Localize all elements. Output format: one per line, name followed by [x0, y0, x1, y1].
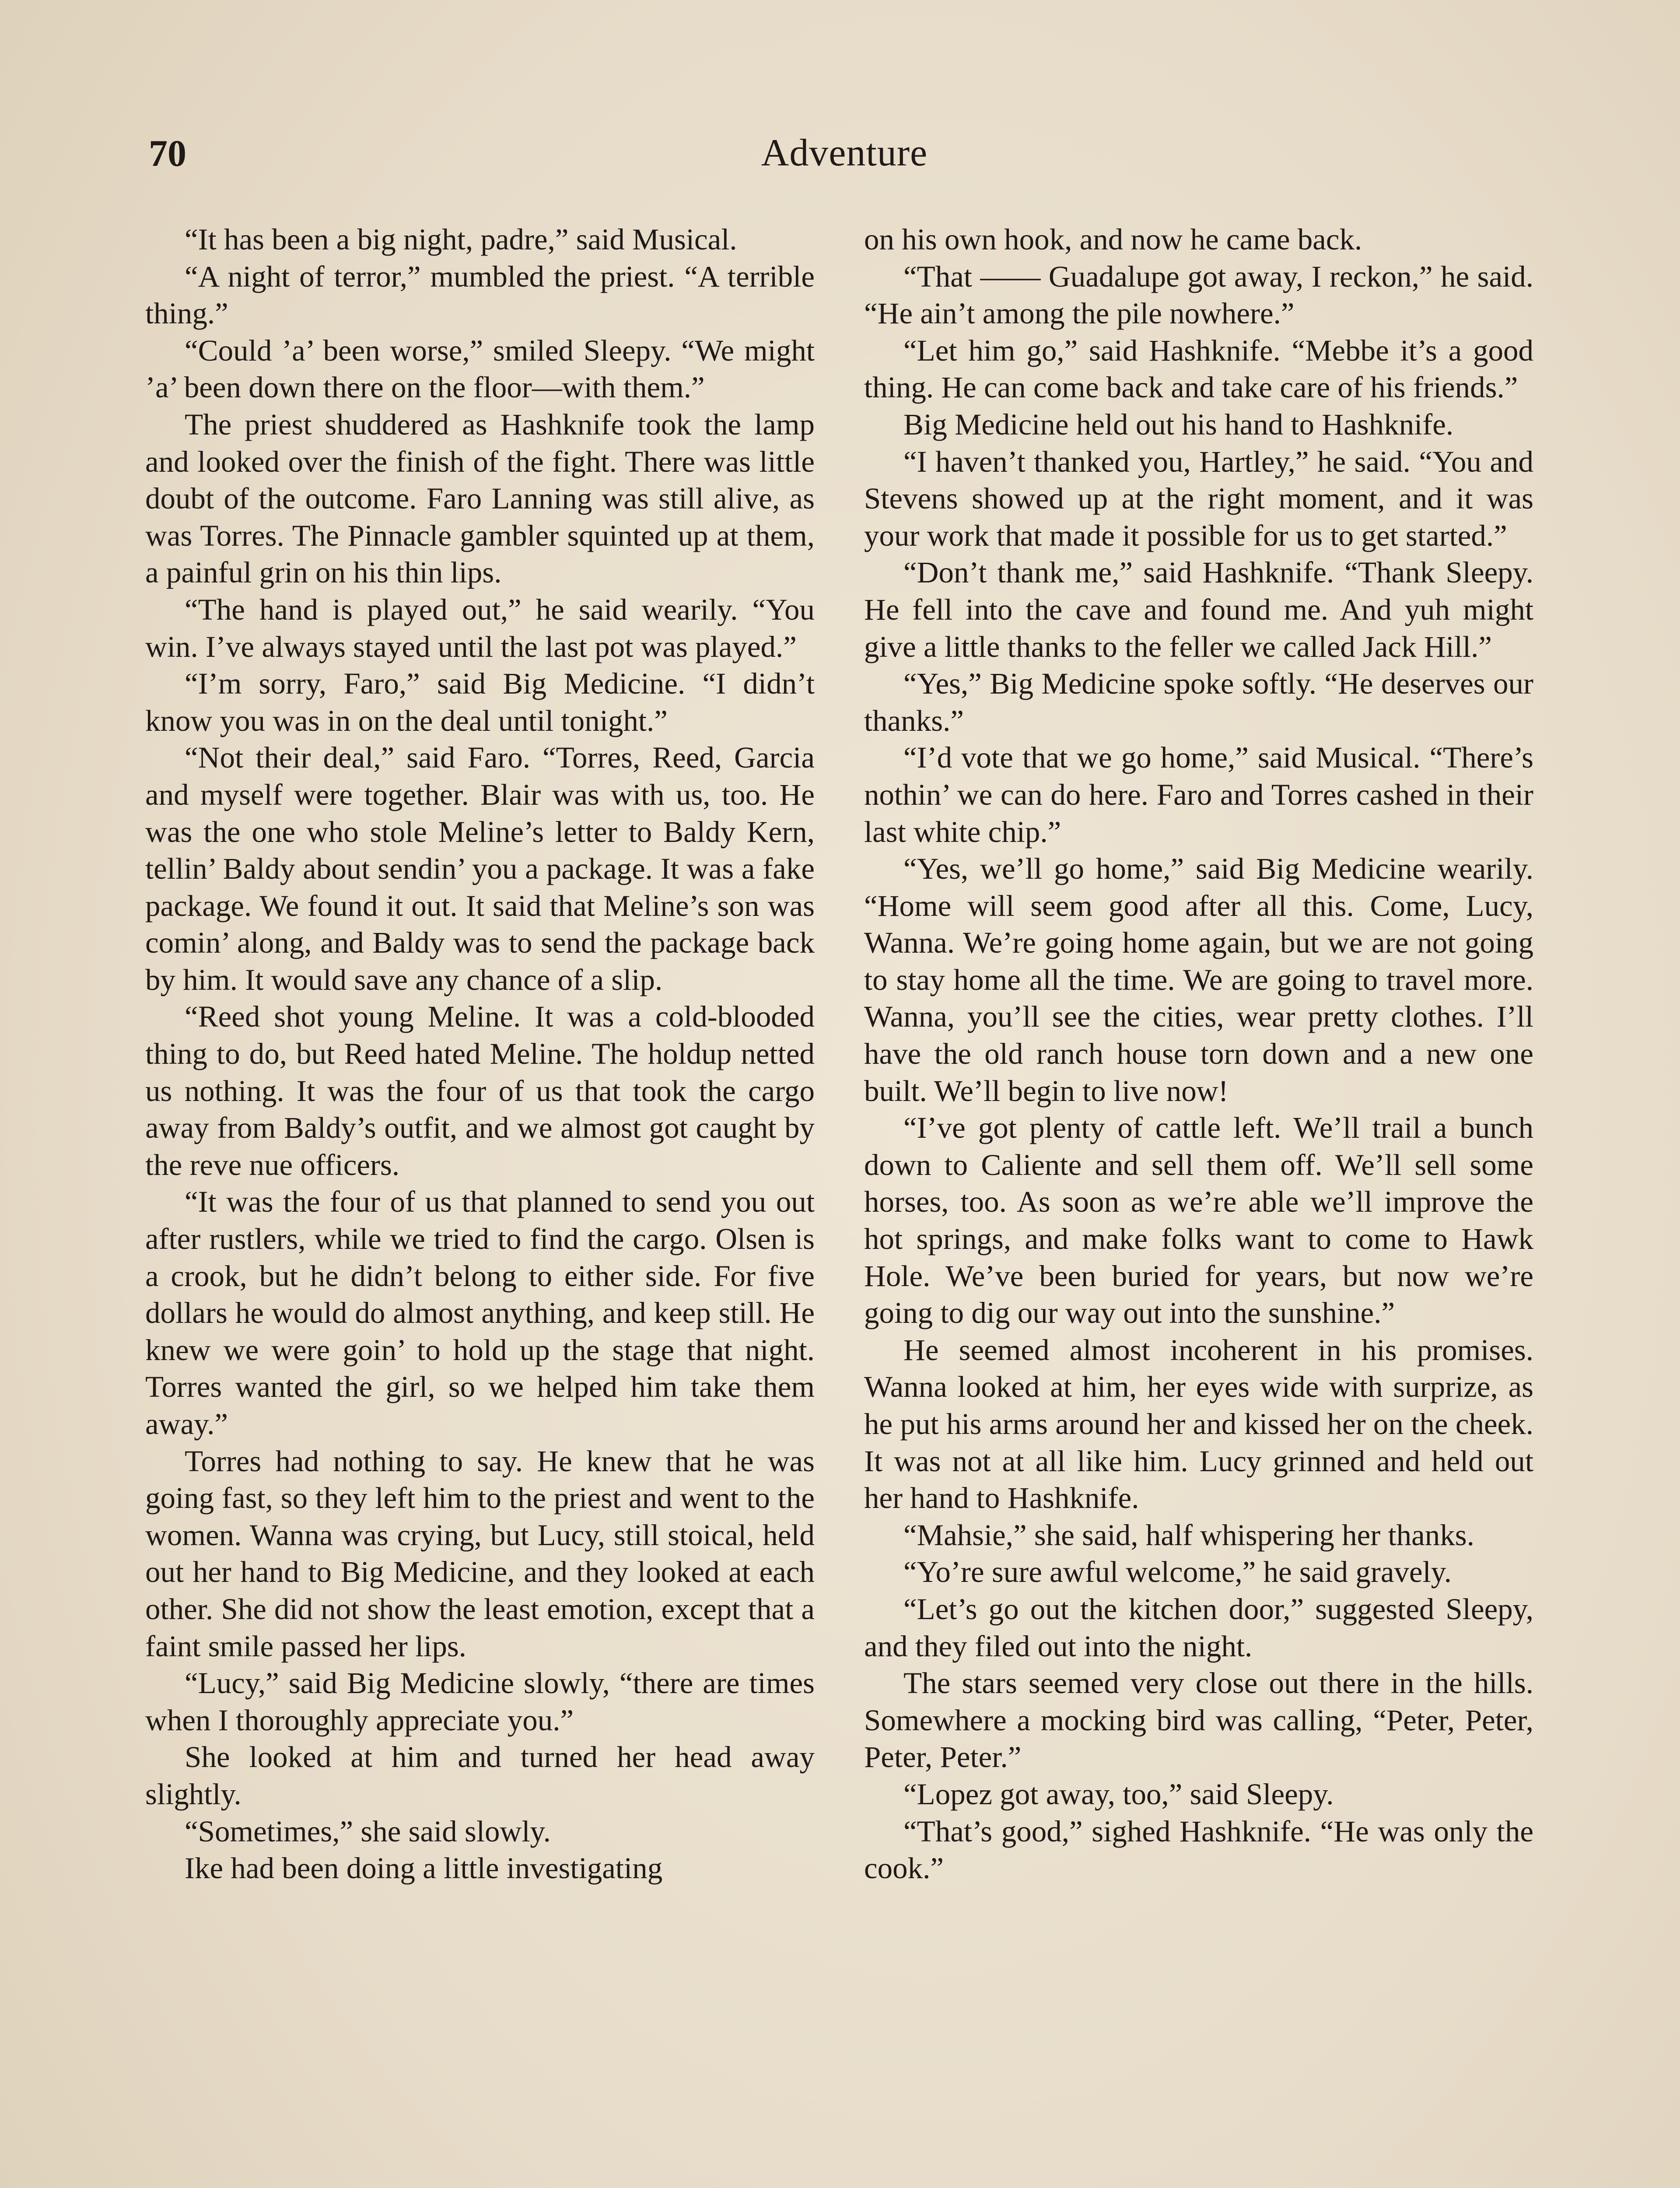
- paragraph: “Lopez got away, too,” said Sleepy.: [903, 1777, 1334, 1811]
- paragraph: She looked at him and turned her head away slightly.: [145, 1740, 815, 1811]
- paragraph: “Could ’a’ been worse,” smiled Sleepy. “We might ’a’ been down there on the floor—with them.”: [145, 333, 815, 404]
- paragraph: “Yes,” Big Medicine spoke softly. “He deserves our thanks.”: [864, 667, 1533, 737]
- paragraph: “That’s good,” sighed Hashknife. “He was only the cook.”: [864, 1814, 1533, 1885]
- paragraph: The priest shuddered as Hashknife took the lamp and looked over the finish of the fight. There was little doubt of the outcome. Faro Lanning was still alive, as was Torres. The Pinnacle gambler squinted up at them, a painful grin on his thin lips.: [145, 407, 815, 589]
- paragraph: “Let’s go out the kitchen door,” suggested Sleepy, and they filed out into the night.: [864, 1592, 1533, 1663]
- paragraph: “Lucy,” said Big Medicine slowly, “there are times when I thoroughly appreciate you.”: [145, 1666, 815, 1737]
- left-text-column: [145, 221, 815, 1887]
- paragraph: “I haven’t thanked you, Hartley,” he said. “You and Stevens showed up at the right moment, and it was your work that made it possible for us to get started.”: [864, 445, 1533, 552]
- paragraph: “Yo’re sure awful welcome,” he said gravely.: [903, 1555, 1452, 1589]
- paragraph: “Yes, we’ll go home,” said Big Medicine wearily. “Home will seem good after all this. Come, Lucy, Wanna. We’re going home again, but we are not going to stay home all the time. We are going to travel more. Wanna, you’ll see the cities, wear pretty clothes. I’ll have the old ranch house torn down and a new one built. We’ll begin to live now!: [864, 852, 1533, 1108]
- paragraph: “That —— Guadalupe got away, I reckon,” he said. “He ain’t among the pile nowhere.”: [864, 259, 1533, 330]
- paragraph: “Let him go,” said Hashknife. “Mebbe it’s a good thing. He can come back and take care of his friends.”: [864, 333, 1533, 404]
- paragraph: “I’ve got plenty of cattle left. We’ll trail a bunch down to Caliente and sell them off. We’ll sell some horses, too. As soon as we’re able we’ll improve the hot springs, and make folks want to come to Hawk Hole. We’ve been buried for years, but now we’re going to dig our way out into the sunshine.”: [864, 1111, 1533, 1330]
- paragraph: “It has been a big night, padre,” said Musical.: [185, 223, 737, 256]
- paragraph: “I’m sorry, Faro,” said Big Medicine. “I didn’t know you was in on the deal until tonight.”: [145, 667, 815, 737]
- paragraph: “Don’t thank me,” said Hashknife. “Thank Sleepy. He fell into the cave and found me. And yuh might give a little thanks to the feller we called Jack Hill.”: [864, 556, 1533, 663]
- paragraph: Torres had nothing to say. He knew that he was going fast, so they left him to the priest and went to the women. Wanna was crying, but Lucy, still stoical, held out her hand to Big Medicine, and they looked at each other. She did not show the least emotion, except that a faint smile passed her lips.: [145, 1444, 815, 1663]
- paragraph: He seemed almost incoherent in his promises. Wanna looked at him, her eyes wide with surprize, as he put his arms around her and kissed her on the cheek. It was not at all like him. Lucy grinned and held out her hand to Hashknife.: [864, 1333, 1533, 1515]
- paragraph: “Mahsie,” she said, half whispering her thanks.: [903, 1518, 1474, 1552]
- paragraph: The stars seemed very close out there in the hills. Somewhere a mocking bird was calling, “Peter, Peter, Peter, Peter.”: [864, 1666, 1533, 1774]
- paragraph: “Sometimes,” she said slowly.: [185, 1814, 551, 1848]
- paragraph: “The hand is played out,” he said wearily. “You win. I’ve always stayed until the last pot was played.”: [145, 593, 815, 663]
- page-number: 70: [149, 132, 186, 174]
- paragraph: on his own hook, and now he came back.: [864, 223, 1362, 256]
- paragraph: “Reed shot young Meline. It was a cold-blooded thing to do, but Reed hated Meline. The holdup netted us nothing. It was the four of us that took the cargo away from Baldy’s outfit, and we almost got caught by the reve nue officers.: [145, 1000, 815, 1182]
- page-header: [149, 129, 1540, 177]
- paragraph: “It was the four of us that planned to send you out after rustlers, while we tried to find the cargo. Olsen is a crook, but he didn’t belong to either side. For five dollars he would do almost anything, and keep still. He knew we were goin’ to hold up the stage that night. Torres wanted the girl, so we helped him take them away.”: [145, 1185, 815, 1441]
- running-title: Adventure: [761, 132, 928, 174]
- paragraph: “I’d vote that we go home,” said Musical. “There’s nothin’ we can do here. Faro and Torres cashed in their last white chip.”: [864, 741, 1533, 849]
- paragraph: Big Medicine held out his hand to Hashknife.: [903, 407, 1454, 441]
- paragraph: Ike had been doing a little investigating: [185, 1851, 663, 1885]
- paragraph: “A night of terror,” mumbled the priest. “A terrible thing.”: [145, 259, 815, 330]
- right-text-column: [864, 221, 1533, 1887]
- paragraph: “Not their deal,” said Faro. “Torres, Reed, Garcia and myself were together. Blair was with us, too. He was the one who stole Meline’s letter to Baldy Kern, tellin’ Baldy about sendin’ you a package. It was a fake package. We found it out. It said that Meline’s son was comin’ along, and Baldy was to send the package back by him. It would save any chance of a slip.: [145, 741, 815, 996]
